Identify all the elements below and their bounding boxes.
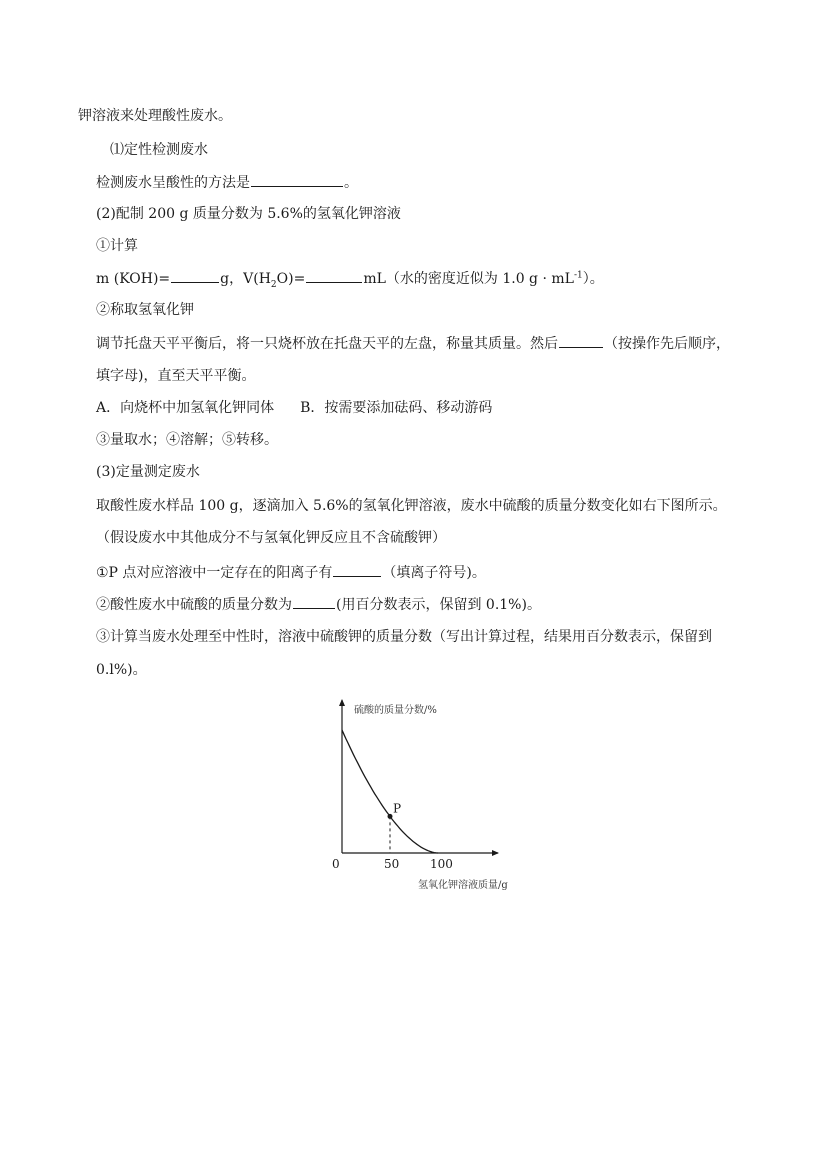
p-point-marker: [388, 814, 393, 819]
option-a: A．向烧杯中加氢氧化钾同体: [96, 400, 275, 416]
x-tick-label-100: 100: [430, 857, 453, 871]
x-tick-label-50: 50: [384, 857, 400, 871]
text-line: ②酸性废水中硫酸的质量分数为 (用百分数表示，保留到 0.1%)。: [96, 594, 541, 615]
text-line: 调节托盘天平平衡后，将一只烧杯放在托盘天平的左盘，称量其质量。然后 （按操作先后顺序，: [96, 333, 730, 354]
x-axis-label: 氢氧化钾溶液质量/g: [418, 880, 508, 891]
text-line: 检测废水呈酸性的方法是 。: [96, 172, 358, 193]
text-line: （假设废水中其他成分不与氢氧化钾反应且不含硫酸钾）: [96, 530, 446, 546]
text-line: 钾溶液来处理酸性废水。: [78, 108, 232, 124]
text-line: 取酸性废水样品 100 g，逐滴加入 5.6%的氢氧化钾溶液，废水中硫酸的质量分数变化如右下图所示。: [96, 498, 727, 514]
text-line: m (KOH)= g，$V(H_2O)= mL$（水的密度近似为 1.0 $g \cdot mL^{-1}$）。: [96, 268, 604, 289]
text-line: 填字母)，直至天平平衡。: [96, 368, 256, 384]
text-line: ①P 点对应溶液中一定存在的阳离子有 （填离子符号)。: [96, 562, 486, 583]
step-heading: ①计算: [96, 238, 138, 254]
text-line: 0.l%)。: [96, 662, 147, 678]
p-point-label: P: [393, 801, 402, 816]
text-line: ③计算当废水处理至中性时，溶液中硫酸钾的质量分数（写出计算过程，结果用百分数表示，保留到: [96, 629, 712, 645]
text-line: ③量取水；④溶解；⑤转移。: [96, 432, 278, 448]
option-b: B．按需要添加砝码、移动游码: [300, 400, 493, 416]
section-heading-quantitative: (3)定量测定废水: [96, 464, 200, 480]
step-heading: ②称取氢氧化钾: [96, 302, 194, 318]
y-axis-label: 硫酸的质量分数/%: [354, 705, 437, 716]
section-heading-prepare: (2)配制 200 g 质量分数为 5.6%的氢氧化钾溶液: [96, 206, 401, 222]
origin-label: 0: [332, 857, 340, 871]
section-heading-qualitative: ⑴定性检测废水: [110, 142, 208, 158]
